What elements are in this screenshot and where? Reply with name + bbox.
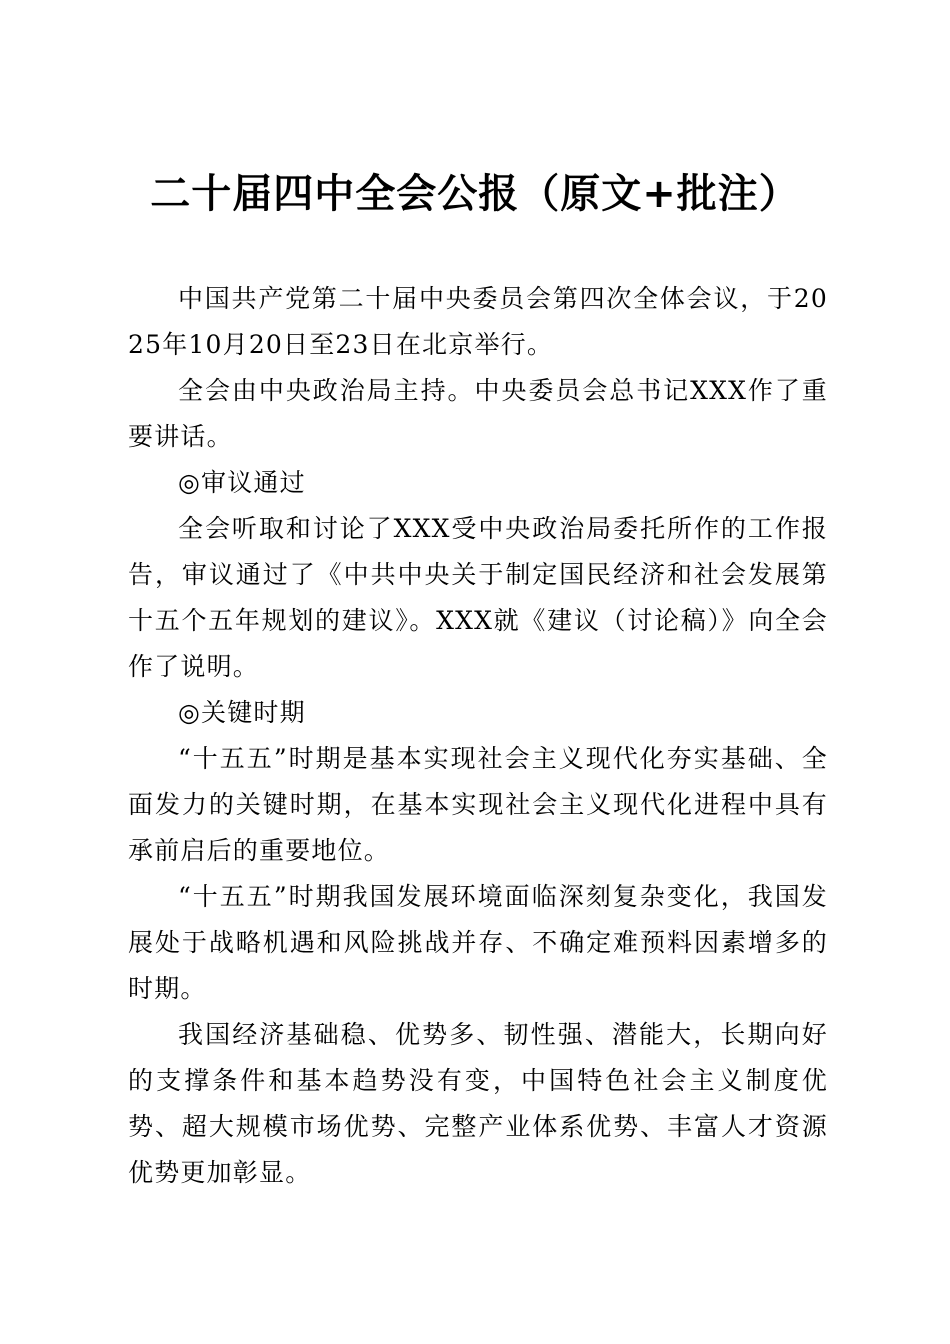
paragraph-presided: 全会由中央政治局主持。中央委员会总书记XXX作了重要讲话。 <box>128 376 828 451</box>
section-heading-key-period: ◎关键时期 <box>178 698 306 727</box>
paragraph-economy: 我国经济基础稳、优势多、韧性强、潜能大，长期向好的支撑条件和基本趋势没有变，中国特色社会主义制度优势、超大规模市场优势、完整产业体系优势、丰富人才资源优势更加彰显。 <box>128 1020 828 1187</box>
document-body <box>128 276 828 1196</box>
paragraph-environment: “十五五”时期我国发展环境面临深刻复杂变化，我国发展处于战略机遇和风险挑战并存、不确定难预料因素增多的时期。 <box>128 882 828 1003</box>
paragraph-review-approved: 全会听取和讨论了XXX受中央政治局委托所作的工作报告，审议通过了《中共中央关于制定国民经济和社会发展第十五个五年规划的建议》。XXX就《建议（讨论稿）》向全会作了说明。 <box>128 514 828 681</box>
document-title: 二十届四中全会公报（原文+批注） <box>150 171 800 217</box>
paragraph-meeting-intro: 中国共产党第二十届中央委员会第四次全体会议，于2025年10月20日至23日在北京举行。 <box>128 284 828 359</box>
paragraph-key-period: “十五五”时期是基本实现社会主义现代化夯实基础、全面发力的关键时期，在基本实现社会主义现代化进程中具有承前启后的重要地位。 <box>128 744 828 865</box>
section-heading-review: ◎审议通过 <box>178 468 306 497</box>
